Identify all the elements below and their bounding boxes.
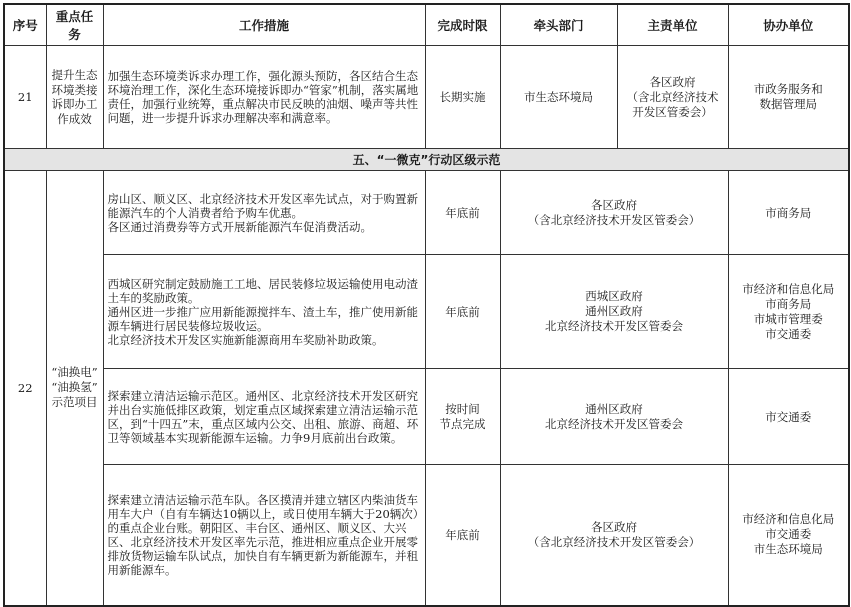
table-row-22-item: [4, 369, 849, 465]
row22-seq: 22: [4, 171, 46, 606]
assist-line: 市经济和信息化局: [742, 281, 835, 296]
section-title: 五、“一微克”行动区级示范: [4, 149, 849, 171]
row22-item1-assist: [728, 255, 849, 369]
deadline-line: 按时间: [445, 401, 480, 416]
row21-assist-line: 市政务服务和: [753, 82, 823, 96]
table-header-row: [4, 4, 849, 46]
row22-item1-deadline: 年底前: [425, 255, 500, 369]
table-row-21: [4, 46, 849, 149]
assist-line: 市生态环境局: [753, 542, 823, 557]
row22-item3-deadline: 年底前: [425, 465, 500, 606]
lead-line: 西城区政府: [585, 289, 643, 303]
row22-item2-deadline: [425, 369, 500, 465]
row21-assist-line: 数据管理局: [759, 97, 817, 111]
row22-task-line: 示范项目: [51, 395, 98, 410]
row21-responsible-line: 开发区管委会）: [632, 104, 713, 119]
deadline-line: 节点完成: [439, 416, 486, 431]
row21-responsible-line: 各区政府: [649, 74, 696, 89]
row22-item0-measures: [103, 171, 425, 255]
row22-item1-lead-responsible: [500, 255, 728, 369]
lead-line: 北京经济技术开发区管委会: [545, 416, 683, 431]
measure-line: 探索建立清洁运输示范车队。各区摸清并建立辖区内柴油货车用车大户（自有车辆达10辆以上，或日使用车辆大于20辆次）的重点企业台账。朝阳区、丰台区、通州区、顺义区、大兴区、北京经济技术开发区率先示范，推进相应重点企业开展零排放货物运输车队试点，加快自有车辆更新为新能源车，并租用新能源车。: [107, 492, 419, 577]
row22-item1-measures: [103, 255, 425, 369]
header-deadline: 完成时限: [425, 4, 500, 46]
lead-line: 通州区政府: [585, 304, 643, 318]
row22-task: [46, 171, 103, 606]
work-plan-table: [3, 3, 850, 607]
row21-responsible-line: （含北京经济技术: [626, 89, 719, 104]
measure-line: 通州区进一步推广应用新能源搅拌车、渣土车，推广使用新能源车辆进行居民装修垃圾收运。: [107, 304, 418, 333]
lead-line: 各区政府: [591, 519, 637, 534]
row21-measures: 加强生态环境类诉求办理工作，强化源头预防，各区结合生态环境治理工作，深化生态环境接诉即办“管家”机制，落实属地责任，加强行业统筹，重点解决市民反映的油烟、噪声等共性问题，进一步提升诉求办理解决率和满意率。: [103, 46, 425, 149]
row21-task: 提升生态环境类接诉即办工作成效: [46, 46, 103, 149]
assist-line: 市交通委: [765, 326, 812, 341]
row22-item2-lead-responsible: [500, 369, 728, 465]
header-lead-dept: 牵头部门: [500, 4, 617, 46]
table-row-22-item: [4, 171, 849, 255]
lead-line: （含北京经济技术开发区管委会）: [527, 534, 701, 549]
row22-item3-measures: [103, 465, 425, 606]
measure-line: 各区通过消费券等方式开展新能源汽车促消费活动。: [107, 219, 372, 234]
lead-line: 各区政府: [591, 197, 637, 212]
row22-task-line: “油换氢”: [51, 380, 98, 395]
assist-line: 市商务局: [765, 296, 812, 311]
row21-assist: [728, 46, 849, 149]
lead-line: 北京经济技术开发区管委会: [545, 319, 683, 333]
lead-line: （含北京经济技术开发区管委会）: [527, 212, 701, 227]
measure-line: 探索建立清洁运输示范区。通州区、北京经济技术开发区研究并出台实施低排区政策，划定重点区域探索建立清洁运输示范区，到“十四五”末，重点区域内公交、出租、旅游、商超、环卫等领域基本实现新能源车运输。力争9月底前出台政策。: [107, 388, 419, 445]
row21-responsible: [617, 46, 728, 149]
header-responsible: 主责单位: [617, 4, 728, 46]
measure-line: 西城区研究制定鼓励施工工地、居民装修垃圾运输使用电动渣土车的奖励政策。: [107, 276, 418, 305]
row22-item0-assist: 市商务局: [728, 171, 849, 255]
measure-line: 北京经济技术开发区实施新能源商用车奖励补助政策。: [107, 332, 384, 347]
table-row-22-item: [4, 255, 849, 369]
row22-task-line: “油换电”: [51, 365, 98, 380]
row22-item2-measures: [103, 369, 425, 465]
row22-item2-assist: 市交通委: [728, 369, 849, 465]
row22-item0-lead-responsible: [500, 171, 728, 255]
row22-item0-deadline: 年底前: [425, 171, 500, 255]
row22-item3-assist: [728, 465, 849, 606]
measure-line: 房山区、顺义区、北京经济技术开发区率先试点，对于购置新能源汽车的个人消费者给予购车优惠。: [107, 191, 418, 220]
section-row: [4, 149, 849, 171]
table-row-22-item: [4, 465, 849, 606]
policy-table-page: [3, 3, 848, 589]
row21-deadline: 长期实施: [425, 46, 500, 149]
row21-lead-dept: 市生态环境局: [500, 46, 617, 149]
assist-line: 市交通委: [765, 527, 812, 542]
header-task: 重点任务: [46, 4, 103, 46]
row21-seq: 21: [4, 46, 46, 149]
header-assist: 协办单位: [728, 4, 849, 46]
header-measures: 工作措施: [103, 4, 425, 46]
row22-item3-lead-responsible: [500, 465, 728, 606]
lead-line: 通州区政府: [585, 401, 643, 416]
assist-line: 市经济和信息化局: [742, 512, 835, 527]
header-seq: 序号: [4, 4, 46, 46]
assist-line: 市城市管理委: [753, 311, 823, 326]
